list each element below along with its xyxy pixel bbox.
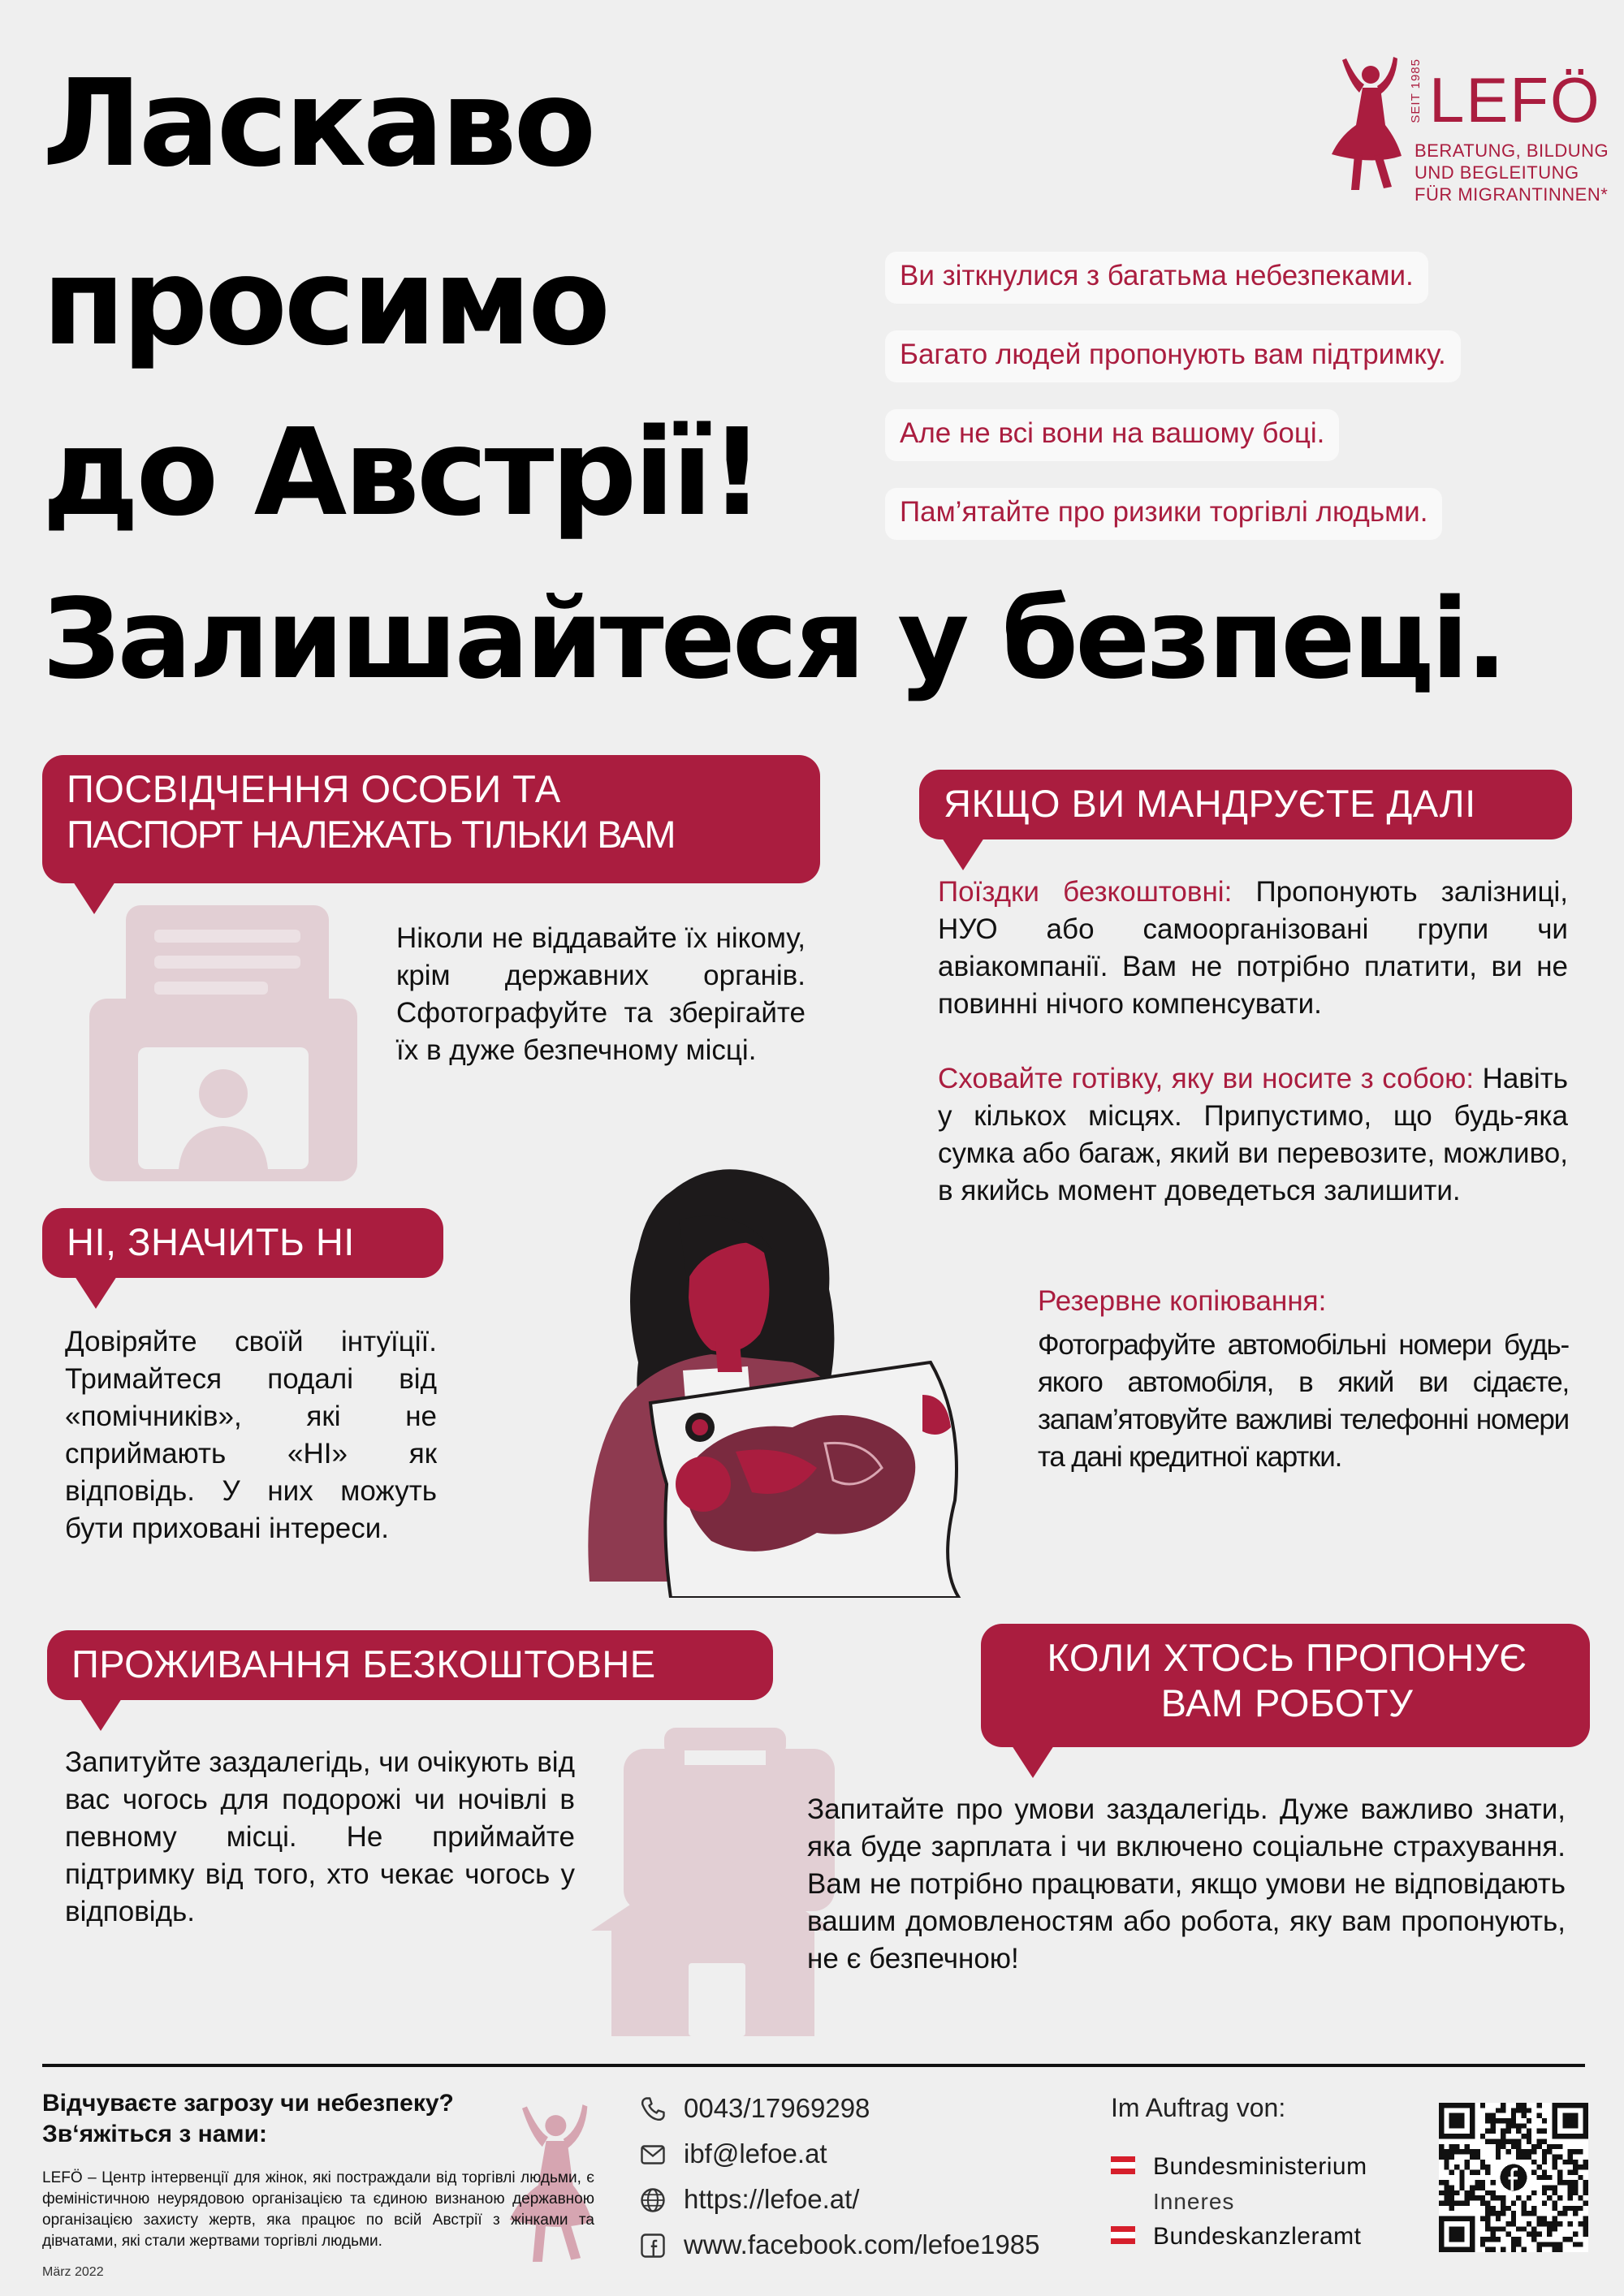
section-header-no xyxy=(42,1208,443,1278)
footer-description: LEFÖ – Центр інтервенції для жінок, які постраждали від торгівлі людьми, є феміністичною неурядовою організацією та єдиною визнаною державною організацією захисту жертв, яка працює по всій Австрії з жінками та дівчатами, які стали жертвами торгівлі людьми. xyxy=(42,2169,594,2250)
backup-label: Резервне копіювання: xyxy=(1038,1285,1327,1317)
work-text: Запитайте про умови заздалегідь. Дуже важливо знати, яка буде зарплата і чи включено соціальне страхування. Вам не потрібно працювати, якщо умови не відповідають вашим домовленостям або робота, яку вам пропонують, не є безпечною! xyxy=(807,1793,1566,1974)
headline-line-4: Залишайтеся у безпеці. xyxy=(42,576,1505,704)
travel-label-1: Поїздки безкоштовні: xyxy=(938,876,1233,908)
facebook-icon xyxy=(638,2231,667,2260)
headline-line-1: Ласкаво xyxy=(42,54,594,193)
passport-text: Ніколи не віддавайте їх нікому, крім державних органів. Сфотографуйте та зберігайте їх в дуже безпечному місці. xyxy=(396,922,806,1066)
lefoe-dancer-logo-icon xyxy=(1315,50,1405,196)
qr-code[interactable] xyxy=(1439,2103,1588,2252)
section-title-line: ПРОЖИВАННЯ БЕЗКОШТОВНЕ xyxy=(71,1642,656,1685)
logo-tagline-line: FÜR MIGRANTINNEN* xyxy=(1415,184,1609,205)
footer-heading: Відчуваєте загрозу чи небезпеку? Зв‘яжіться з нами: xyxy=(42,2090,454,2147)
section-header-travel xyxy=(919,770,1572,839)
bubble-tail xyxy=(942,838,984,870)
section-title-line: КОЛИ ХТОСЬ ПРОПОНУЄ xyxy=(1047,1636,1527,1679)
section-title-line: ВАМ РОБОТУ xyxy=(1160,1681,1414,1724)
id-document-icon xyxy=(89,905,357,1181)
email-icon xyxy=(638,2140,667,2169)
austria-flag-icon xyxy=(1111,2156,1135,2174)
section-title-line: ЯКЩО ВИ МАНДРУЄТЕ ДАЛІ xyxy=(944,782,1476,825)
logo-tagline-line: UND BEGLEITUNG xyxy=(1415,162,1579,183)
footer-date: März 2022 xyxy=(42,2265,104,2279)
warning-pill: Ви зіткнулися з багатьма небезпеками. xyxy=(885,252,1428,304)
logo-since: SEIT 1985 xyxy=(1409,58,1423,123)
austria-flag-icon xyxy=(1111,2226,1135,2244)
travel-label-2: Сховайте готівку, яку ви носите з собою: xyxy=(938,1063,1475,1094)
section-header-housing xyxy=(47,1630,773,1700)
ministry-interior-sub: Inneres xyxy=(1153,2189,1235,2214)
housing-text: Запитуйте заздалегідь, чи очікують від вас чогось для подорожі чи ночівлі в певному місці. Не приймайте підтримку від того, хто чекає чогось у відповідь. xyxy=(65,1746,575,1927)
travel-paragraph-2 xyxy=(938,1060,1568,1210)
section-header-passport xyxy=(42,755,820,883)
bubble-tail xyxy=(75,1276,117,1309)
headline-line-3: до Австрії! xyxy=(42,403,762,542)
logo-tagline-line: BERATUNG, BILDUNG xyxy=(1415,140,1609,161)
woman-with-map-illustration xyxy=(549,1159,987,1598)
contact-website[interactable]: https://lefoe.at/ xyxy=(684,2184,860,2214)
travel-text-2: Навіть у кількох місцях. Припустимо, що будь-яка сумка або багаж, який ви перевозите, можливо, в якийсь момент доведеться залишити. xyxy=(938,1063,1568,1206)
section-title-line: ПОСВІДЧЕННЯ ОСОБИ ТА xyxy=(67,767,561,810)
contact-email[interactable]: ibf@lefoe.at xyxy=(684,2138,827,2169)
phone-icon xyxy=(638,2095,667,2124)
travel-paragraph-1 xyxy=(938,874,1568,1023)
section-title-line: ПАСПОРТ НАЛЕЖАТЬ ТІЛЬКИ ВАМ xyxy=(67,813,676,856)
backup-text: Фотографуйте автомобільні номери будь-якого автомобіля, в який ви сідаєте, запам’ятовуйте важливі телефонні номери та дані кредитної картки. xyxy=(1038,1329,1569,1473)
section-header-work xyxy=(981,1624,1590,1747)
commission-label: Im Auftrag von: xyxy=(1111,2093,1286,2122)
logo-tagline xyxy=(1415,140,1609,205)
ministry-interior: Bundesministerium xyxy=(1153,2153,1367,2180)
logo-wordmark: LEFÖ xyxy=(1429,64,1601,136)
bubble-tail xyxy=(80,1698,122,1731)
bubble-tail xyxy=(1012,1746,1054,1778)
globe-icon xyxy=(638,2186,667,2215)
travel-text-1: Пропонують залізниці, НУО або самоорганізовані групи чи авіакомпанії. Вам не потрібно платити, ви не повинні нічого компенсувати. xyxy=(938,876,1568,1020)
contact-facebook[interactable]: www.facebook.com/lefoe1985 xyxy=(684,2229,1040,2259)
warning-pill: Але не всі вони на вашому боці. xyxy=(885,409,1339,461)
warning-pill: Багато людей пропонують вам підтримку. xyxy=(885,330,1461,382)
headline-line-2: просимо xyxy=(42,232,607,372)
section-title-line: НІ, ЗНАЧИТЬ НІ xyxy=(67,1220,355,1263)
warning-pill: Пам’ятайте про ризики торгівлі людьми. xyxy=(885,488,1442,540)
contact-phone[interactable]: 0043/17969298 xyxy=(684,2093,870,2123)
footer-divider xyxy=(42,2064,1585,2067)
federal-chancellery: Bundeskanzleramt xyxy=(1153,2223,1362,2250)
no-text: Довіряйте своїй інтуїції. Тримайтеся подалі від «помічників», які не сприймають «НІ» як відповідь. У них можуть бути приховані інтереси. xyxy=(65,1326,437,1544)
